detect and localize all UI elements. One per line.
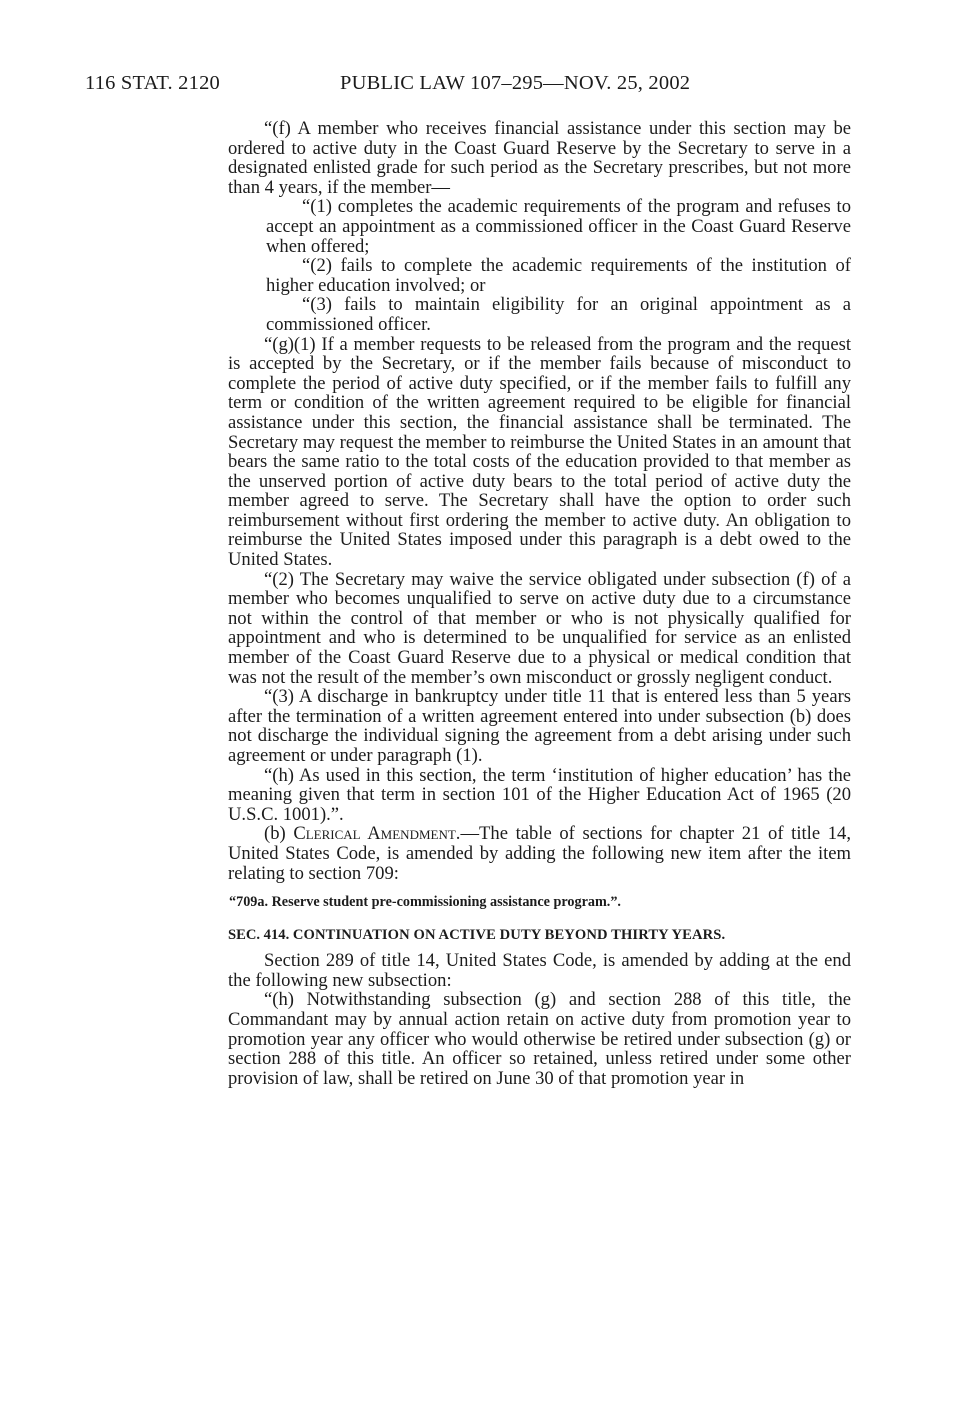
section-heading bbox=[228, 926, 851, 944]
section-title: CONTINUATION ON ACTIVE DUTY BEYOND THIRTY YEARS. bbox=[292, 927, 726, 944]
paragraph-b-text: .—The table of sections for chapter 21 of title 14, United States Code, is amended by adding the following new item after the item relating to section 709: bbox=[228, 823, 851, 884]
table-of-sections-item: “709a. Reserve student pre-commissioning assistance program.”. bbox=[229, 894, 621, 911]
paragraph-f-3: “(3) fails to maintain eligibility for an original appointment as a commissioned officer. bbox=[266, 294, 851, 335]
clerical-amendment-heading: Clerical Amendment bbox=[293, 823, 456, 845]
paragraph-b-clerical-amendment bbox=[228, 824, 851, 883]
paragraph-g-2: “(2) The Secretary may waive the service obligated under subsection (f) of a member who becomes unqualified to serve on active duty due to a circumstance not within the control of that member or who is not physically qualified for appointment and who is determined to be unqualified for service as an enlisted member of the Coast Guard Reserve due to a physical or medical condition that was not the result of the member’s own misconduct or grossly negligent conduct. bbox=[228, 568, 851, 688]
page-body bbox=[228, 119, 851, 1088]
paragraph-h: “(h) As used in this section, the term ‘institution of higher education’ has the meaning given that term in section 101 of the Higher Education Act of 1965 (20 U.S.C. 1001).”. bbox=[228, 764, 851, 825]
paragraph-g-1: “(g)(1) If a member requests to be released from the program and the request is accepted by the Secretary, or if the member fails because of misconduct to complete the period of active duty specified, or if the member fails to fulfill any term or condition of the written agreement required to be eligible for financial assistance under this section, the financial assistance shall be terminated. The Secretary may request the member to reimburse the United States in an amount that bears the same ratio to the total costs of the education provided to that member as the unserved portion of active duty bears to the total period of active duty the member agreed to serve. The Secretary shall have the option to order such reimbursement without first ordering the member to active duty. An obligation to reimburse the United States imposed under this paragraph is a debt owed to the United States. bbox=[228, 333, 851, 571]
section-number: SEC. 414. bbox=[228, 927, 290, 944]
running-header bbox=[85, 72, 745, 98]
paragraph-f-2: “(2) fails to complete the academic requirements of the institution of higher education involved; or bbox=[266, 255, 851, 296]
paragraph-g-3: “(3) A discharge in bankruptcy under title 11 that is entered less than 5 years after the termination of a written agreement entered into under subsection (b) does not discharge the individual signing the agreement from a debt arising under such agreement or under paragraph (1). bbox=[228, 686, 851, 766]
paragraph-section-414: Section 289 of title 14, United States Code, is amended by adding at the end the following new subsection: bbox=[228, 950, 851, 991]
paragraph-section-414-h: “(h) Notwithstanding subsection (g) and section 288 of this title, the Commandant may by annual action retain on active duty from promotion year to promotion year any officer who would otherwise be retired under subsection (g) or section 288 of this title. An officer so retained, unless retired under some other provision of law, shall be retired on June 30 of that promotion year in bbox=[228, 989, 851, 1089]
paragraph-f-1: “(1) completes the academic requirements of the program and refuses to accept an appointment as a commissioned officer in the Coast Guard Reserve when offered; bbox=[266, 196, 851, 257]
public-law-title: PUBLIC LAW 107–295—NOV. 25, 2002 bbox=[340, 72, 691, 94]
paragraph-f: “(f) A member who receives financial assistance under this section may be ordered to active duty in the Coast Guard Reserve by the Secretary to serve in a designated enlisted grade for such period as the Secretary prescribes, but not more than 4 years, if the member— bbox=[228, 118, 851, 198]
statute-page-reference: 116 STAT. 2120 bbox=[85, 72, 220, 94]
paragraph-b-prefix: (b) bbox=[264, 823, 294, 845]
